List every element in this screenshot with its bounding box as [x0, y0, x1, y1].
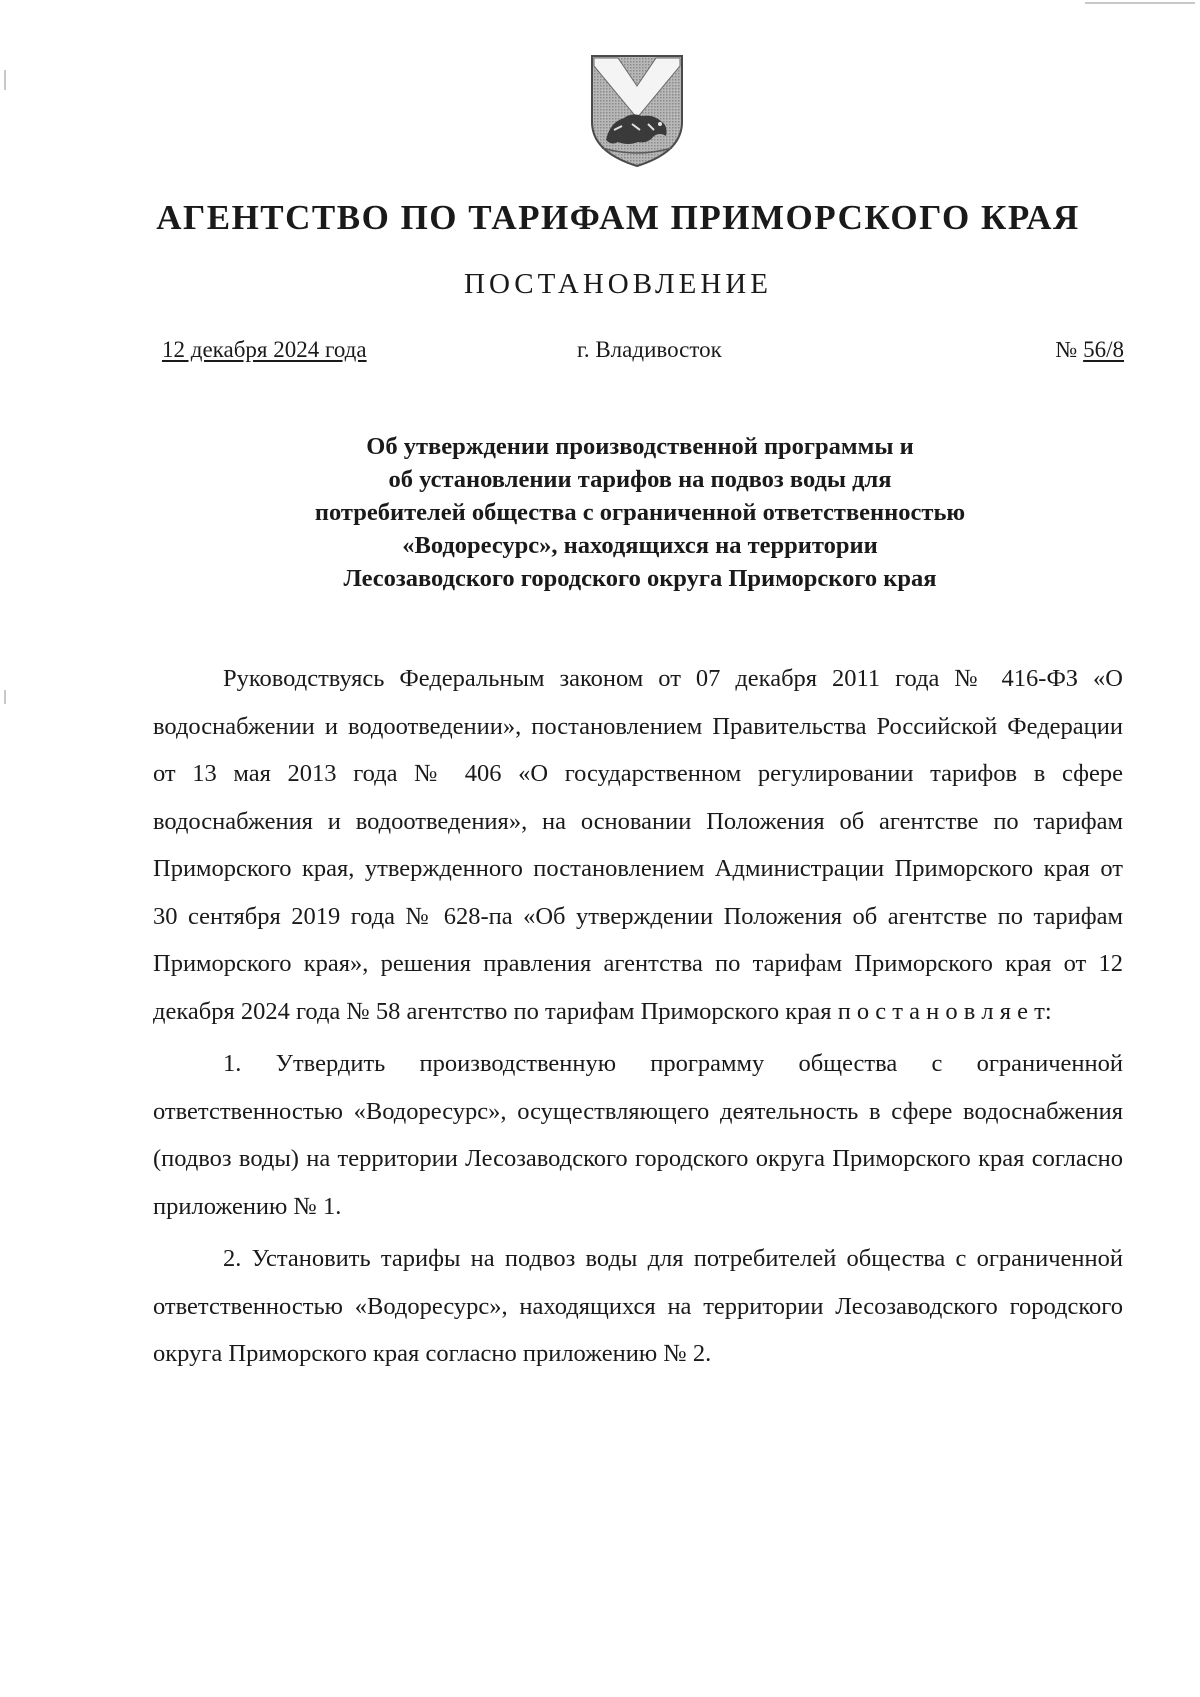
decree-word: п о с т а н о в л я е т:	[837, 997, 1052, 1025]
document-number	[1055, 337, 1124, 363]
subject-line: Об утверждении производственной программы и	[366, 433, 914, 460]
coat-of-arms-icon	[588, 52, 686, 170]
agency-title: АГЕНТСТВО ПО ТАРИФАМ ПРИМОРСКОГО КРАЯ	[156, 198, 1080, 237]
number-value: 56/8	[1083, 337, 1124, 362]
document-date: 12 декабря 2024 года	[162, 337, 367, 362]
document-subject	[200, 430, 1080, 595]
decree-item-2: 2. Установить тарифы на подвоз воды для потребителей общества с ограниченной ответственностью «Водоресурс», находящихся на территории Лесозаводского городского округа Приморского края согласно приложению № 2.	[153, 1245, 1123, 1367]
number-prefix: №	[1055, 337, 1078, 362]
subject-line: Лесозаводского городского округа Приморского края	[343, 565, 937, 592]
document-meta-row	[162, 337, 1124, 371]
scan-artifact	[4, 690, 6, 704]
document-city: г. Владивосток	[577, 337, 722, 362]
subject-line: «Водоресурс», находящихся на территории	[402, 532, 878, 559]
scan-artifact	[4, 70, 6, 90]
preamble-paragraph	[153, 655, 1123, 1035]
subject-line: потребителей общества с ограниченной ответственностью	[314, 499, 966, 526]
preamble-text: Руководствуясь Федеральным законом от 07 декабря 2011 года № 416-ФЗ «О водоснабжении и водоотведении», постановлением Правительства Российской Федерации от 13 мая 2013 года № 406 «О государственном регулировании тарифов в сфере водоснабжения и водоотведения», на основании Положения об агентстве по тарифам Приморского края, утвержденного постановлением Администрации Приморского края от 30 сентября 2019 года № 628-па «Об утверждении Положения об агентстве по тарифам Приморского края», решения правления агентства по тарифам Приморского края от 12 декабря 2024 года № 58 агентство по тарифам Приморского края	[153, 665, 1123, 1025]
document-type: ПОСТАНОВЛЕНИЕ	[464, 268, 772, 300]
decree-item-1: 1. Утвердить производственную программу общества с ограниченной ответственностью «Водоресурс», осуществляющего деятельность в сфере водоснабжения (подвоз воды) на территории Лесозаводского городского округа Приморского края согласно приложению № 1.	[153, 1050, 1123, 1220]
scan-artifact	[1085, 2, 1195, 4]
document-body	[153, 655, 1123, 1378]
subject-line: об установлении тарифов на подвоз воды для	[388, 466, 892, 493]
